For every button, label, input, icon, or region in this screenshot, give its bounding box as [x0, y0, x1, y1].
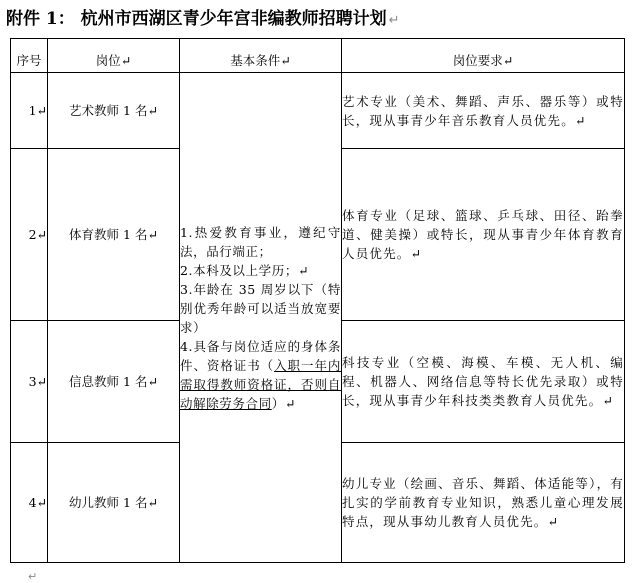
basic-condition-item-4-prefix: 4.具备与岗位适应的身体条件、资格证书（ — [180, 338, 341, 373]
document-title — [6, 6, 626, 32]
row-no — [11, 149, 48, 321]
paragraph-mark-icon: ↵ — [388, 13, 400, 28]
paragraph-mark-icon: ↵ — [284, 395, 296, 411]
row-no — [11, 73, 48, 149]
basic-condition-item-2-text: 2.本科及以上学历； — [180, 262, 298, 278]
header-post — [48, 39, 180, 73]
row-requirement — [342, 321, 625, 443]
paragraph-mark-icon: ↵ — [36, 227, 47, 242]
header-basic — [180, 39, 342, 73]
row-post — [48, 443, 180, 563]
row-no-value: 1 — [28, 103, 37, 118]
row-no-value: 3 — [28, 374, 37, 389]
row-requirement-value: 艺术专业（美术、舞蹈、声乐、器乐等）或特长，现从事青少年音乐教育人员优先。 — [342, 93, 624, 128]
recruitment-table — [10, 38, 625, 563]
row-post-value: 体育教师 1 名 — [69, 227, 148, 242]
row-post-value: 信息教师 1 名 — [69, 374, 148, 389]
row-no — [11, 321, 48, 443]
paragraph-mark-icon: ↵ — [147, 374, 158, 389]
paragraph-mark-icon: ↵ — [36, 103, 47, 118]
header-basic-label: 基本条件 — [230, 53, 281, 68]
header-no-label: 序号 — [16, 53, 42, 68]
row-post — [48, 149, 180, 321]
row-no — [11, 443, 48, 563]
row-requirement-value: 科技专业（空模、海模、车模、无人机、编程、机器人、网络信息等特长优先录取）或特长，现从事青少年科技类类教育人员优先。 — [342, 355, 624, 408]
paragraph-mark-icon: ↵ — [147, 495, 158, 510]
row-requirement — [342, 149, 625, 321]
header-post-label: 岗位 — [95, 53, 121, 68]
row-requirement — [342, 443, 625, 563]
paragraph-mark-icon: ↵ — [280, 53, 291, 68]
row-no-value: 4 — [28, 495, 37, 510]
paragraph-mark-icon: ↵ — [547, 514, 558, 529]
paragraph-mark-icon: ↵ — [410, 246, 421, 261]
paragraph-mark-icon: ↵ — [36, 495, 47, 510]
document-title-text: 附件 1： 杭州市西湖区青少年宫非编教师招聘计划 — [6, 9, 387, 29]
header-requirement-label: 岗位要求 — [452, 53, 503, 68]
basic-condition-item-4-underlined: 入职一年内需取得教师资格证，否则自动解除劳务合同 — [180, 357, 341, 411]
row-requirement-value: 体育专业（足球、篮球、乒乓球、田径、跆拳道、健美操）或特长，现从事青少年体育教育人员优先。 — [342, 208, 624, 261]
basic-condition-item-4 — [180, 337, 341, 413]
row-requirement — [342, 73, 625, 149]
paragraph-mark-icon: ↵ — [28, 570, 38, 583]
header-no — [11, 39, 48, 73]
paragraph-mark-icon: ↵ — [297, 262, 310, 278]
paragraph-mark-icon: ↵ — [147, 103, 158, 118]
row-post — [48, 321, 180, 443]
row-no-value: 2 — [28, 227, 37, 242]
paragraph-mark-icon: ↵ — [147, 227, 158, 242]
paragraph-mark-icon: ↵ — [574, 112, 586, 128]
paragraph-mark-icon: ↵ — [502, 53, 514, 68]
basic-condition-item-4-suffix: ） — [271, 395, 285, 411]
paragraph-mark-icon: ↵ — [120, 53, 132, 68]
basic-condition-item-1: 1.热爱教育事业，遵纪守法，品行端正； — [180, 224, 341, 259]
basic-condition-item-2 — [180, 261, 341, 280]
row-post — [48, 73, 180, 149]
table-row — [11, 73, 625, 149]
header-requirement — [342, 39, 625, 73]
basic-conditions-cell — [180, 73, 342, 563]
basic-condition-item-3: 3.年龄在 35 周岁以下（特别优秀年龄可以适当放宽要求） — [180, 281, 341, 335]
row-requirement-value: 幼儿专业（绘画、音乐、舞蹈、体适能等），有扎实的学前教育专业知识，熟悉儿童心理发展特点，现从事幼儿教育人员优先。 — [342, 476, 624, 529]
paragraph-mark-icon: ↵ — [602, 393, 613, 408]
table-header-row — [11, 39, 625, 73]
row-post-value: 幼儿教师 1 名 — [69, 495, 148, 510]
row-post-value: 艺术教师 1 名 — [69, 103, 148, 118]
paragraph-mark-icon: ↵ — [36, 374, 47, 389]
